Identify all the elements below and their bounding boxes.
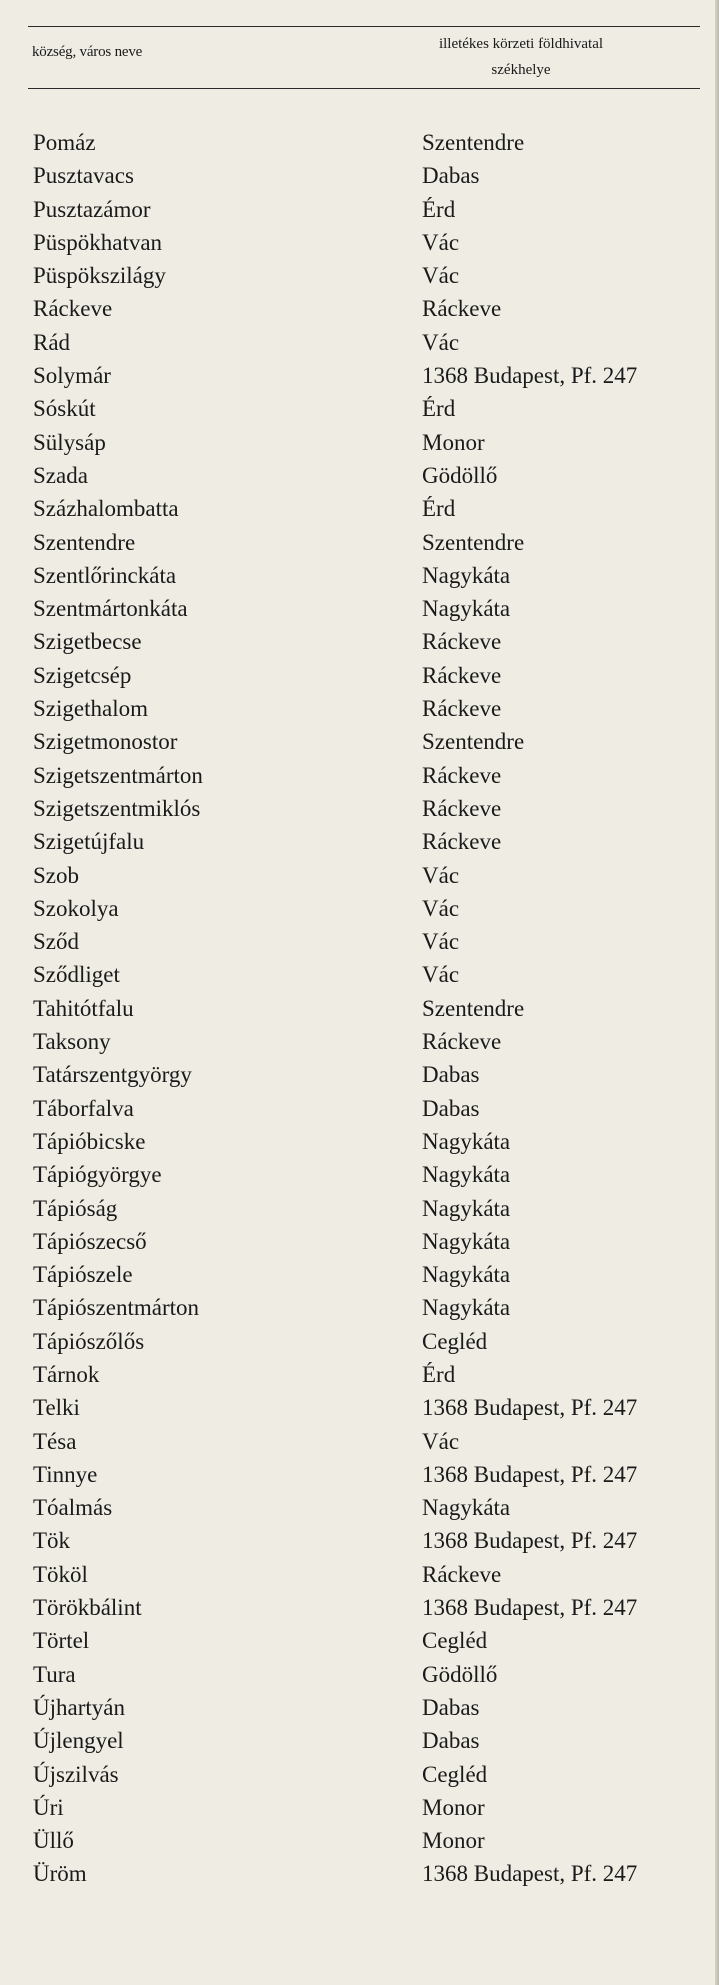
- table-row: [0, 1192, 719, 1225]
- table-row: [0, 292, 719, 325]
- town-name: Százhalombatta: [33, 496, 179, 522]
- town-name: Taksony: [33, 1029, 111, 1055]
- table-row: [0, 226, 719, 259]
- town-name: Szigetmonostor: [33, 729, 178, 755]
- town-name: Szob: [33, 862, 79, 888]
- table-row: [0, 1025, 719, 1058]
- table-row: [0, 892, 719, 925]
- land-office: Érd: [422, 496, 456, 522]
- land-office: Cegléd: [422, 1328, 488, 1354]
- table-row: [0, 925, 719, 958]
- land-office: Dabas: [422, 1062, 480, 1088]
- table-row: [0, 1425, 719, 1458]
- land-office: Szentendre: [422, 130, 525, 155]
- town-name: Tinnye: [33, 1461, 98, 1487]
- land-office: Ráckeve: [422, 296, 502, 322]
- town-name: Törökbálint: [33, 1595, 142, 1621]
- land-office: Szentendre: [422, 529, 525, 555]
- town-name: Solymár: [33, 363, 111, 389]
- table-row: [0, 1691, 719, 1724]
- table-row: [0, 1491, 719, 1524]
- land-office: Érd: [422, 396, 456, 422]
- town-name: Pusztavacs: [33, 163, 134, 189]
- table-row: [0, 1524, 719, 1557]
- town-name: Táborfalva: [33, 1095, 134, 1121]
- table-row: [0, 1458, 719, 1491]
- table-row: [0, 1758, 719, 1791]
- land-office: Nagykáta: [422, 1228, 511, 1254]
- town-name: Tápiószecső: [33, 1228, 147, 1254]
- table-row: [0, 1058, 719, 1091]
- table-body: [0, 126, 719, 1891]
- town-name: Tök: [33, 1528, 71, 1554]
- table-row: [0, 1391, 719, 1424]
- table-row: [0, 725, 719, 758]
- land-office: Gödöllő: [422, 1661, 498, 1687]
- land-office: Monor: [422, 429, 485, 455]
- table-row: [0, 692, 719, 725]
- town-name: Tárnok: [33, 1361, 100, 1387]
- table-row: [0, 426, 719, 459]
- land-office: Vác: [422, 862, 460, 888]
- town-name: Szada: [33, 462, 88, 488]
- town-name: Tahitótfalu: [33, 995, 134, 1021]
- town-name: Szigetbecse: [33, 629, 142, 655]
- table-row: [0, 1591, 719, 1624]
- town-name: Sóskút: [33, 396, 96, 422]
- header-top-rule: [28, 26, 700, 27]
- town-name: Telki: [33, 1395, 80, 1421]
- table-row: [0, 359, 719, 392]
- land-office: Gödöllő: [422, 462, 498, 488]
- table-row: [0, 958, 719, 991]
- land-office: Monor: [422, 1794, 485, 1820]
- land-office: Cegléd: [422, 1628, 488, 1654]
- town-name: Újlengyel: [33, 1728, 124, 1754]
- town-name: Üröm: [33, 1861, 87, 1887]
- column-header-office: [396, 31, 646, 83]
- land-office: Ráckeve: [422, 829, 502, 855]
- land-office: Nagykáta: [422, 1195, 511, 1221]
- town-name: Tóalmás: [33, 1495, 113, 1521]
- table-row: [0, 1791, 719, 1824]
- land-office: 1368 Budapest, Pf. 247: [422, 363, 638, 389]
- header-bottom-rule: [28, 88, 700, 89]
- table-row: [0, 326, 719, 359]
- town-name: Pusztazámor: [33, 196, 151, 222]
- column-header-office-line1: illetékes körzeti földhivatal: [438, 36, 604, 52]
- town-name: Tura: [33, 1661, 76, 1687]
- land-office: Vác: [422, 263, 460, 289]
- table-row: [0, 1291, 719, 1324]
- table-row: [0, 1624, 719, 1657]
- town-name: Törtel: [33, 1628, 90, 1654]
- land-office: Érd: [422, 1361, 456, 1387]
- page-edge: [715, 0, 719, 1985]
- table-row: [0, 592, 719, 625]
- town-name: Tököl: [33, 1561, 88, 1587]
- town-name: Püspökhatvan: [33, 229, 163, 255]
- table-row: [0, 1658, 719, 1691]
- column-header-town: község, város neve: [32, 44, 143, 60]
- table-row: [0, 159, 719, 192]
- land-office: Vác: [422, 929, 460, 955]
- town-name: Szentlőrinckáta: [33, 562, 177, 588]
- land-office: Ráckeve: [422, 662, 502, 688]
- table-row: [0, 825, 719, 858]
- land-office: Dabas: [422, 163, 480, 189]
- town-name: Ráckeve: [33, 296, 113, 322]
- table-row: [0, 559, 719, 592]
- table-row: [0, 1092, 719, 1125]
- town-name: Tápiószele: [33, 1262, 133, 1288]
- town-name: Szokolya: [33, 895, 119, 921]
- table-row: [0, 492, 719, 525]
- town-name: Tápiógyörgye: [33, 1162, 162, 1188]
- town-name: Újszilvás: [33, 1761, 119, 1787]
- town-name: Üllő: [33, 1828, 74, 1854]
- table-row: [0, 1258, 719, 1291]
- table-row: [0, 1558, 719, 1591]
- land-office: Szentendre: [422, 995, 525, 1021]
- land-office: Vác: [422, 962, 460, 988]
- land-office: Nagykáta: [422, 1128, 511, 1154]
- town-name: Úri: [33, 1794, 64, 1820]
- table-row: [0, 1158, 719, 1191]
- town-name: Szigetszentmárton: [33, 762, 203, 788]
- land-office: Ráckeve: [422, 795, 502, 821]
- town-name: Tápióbicske: [33, 1128, 146, 1154]
- table-row: [0, 992, 719, 1025]
- table-row: [0, 193, 719, 226]
- table-row: [0, 259, 719, 292]
- table-row: [0, 1824, 719, 1857]
- town-name: Sződliget: [33, 962, 120, 988]
- land-office: Ráckeve: [422, 762, 502, 788]
- land-office: 1368 Budapest, Pf. 247: [422, 1528, 638, 1554]
- land-office: Érd: [422, 196, 456, 222]
- land-office: Vác: [422, 895, 460, 921]
- land-office: 1368 Budapest, Pf. 247: [422, 1861, 638, 1887]
- table-row: [0, 1325, 719, 1358]
- land-office: Dabas: [422, 1728, 480, 1754]
- town-name: Sülysáp: [33, 429, 106, 455]
- town-name: Tatárszentgyörgy: [33, 1062, 192, 1088]
- land-office: Ráckeve: [422, 1029, 502, 1055]
- land-office: Ráckeve: [422, 696, 502, 722]
- land-office: Nagykáta: [422, 1162, 511, 1188]
- town-name: Tésa: [33, 1428, 77, 1454]
- land-office: 1368 Budapest, Pf. 247: [422, 1595, 638, 1621]
- table-row: [0, 459, 719, 492]
- town-name: Szigetszentmiklós: [33, 795, 201, 821]
- table-row: [0, 792, 719, 825]
- land-office: Nagykáta: [422, 562, 511, 588]
- table-row: [0, 859, 719, 892]
- land-office: Monor: [422, 1828, 485, 1854]
- town-name: Sződ: [33, 929, 79, 955]
- table-row: [0, 1125, 719, 1158]
- town-name: Szigethalom: [33, 696, 148, 722]
- land-office: Dabas: [422, 1694, 480, 1720]
- table-row: [0, 1724, 719, 1757]
- town-name: Tápiószőlős: [33, 1328, 145, 1354]
- table-row: [0, 1358, 719, 1391]
- table-row: [0, 625, 719, 658]
- land-office: Nagykáta: [422, 1495, 511, 1521]
- town-name: Szentendre: [33, 529, 136, 555]
- table-row: [0, 526, 719, 559]
- column-header-office-line2: székhelye: [491, 62, 551, 78]
- land-office: Szentendre: [422, 729, 525, 755]
- land-office: Vác: [422, 229, 460, 255]
- town-name: Szigetújfalu: [33, 829, 145, 855]
- table-row: [0, 759, 719, 792]
- table-row: [0, 1857, 719, 1890]
- land-office: Cegléd: [422, 1761, 488, 1787]
- land-office: Nagykáta: [422, 1295, 511, 1321]
- town-name: Szigetcsép: [33, 662, 132, 688]
- town-name: Újhartyán: [33, 1694, 125, 1720]
- land-office: Ráckeve: [422, 629, 502, 655]
- town-name: Szentmártonkáta: [33, 596, 188, 622]
- land-office: Dabas: [422, 1095, 480, 1121]
- town-name: Tápiószentmárton: [33, 1295, 200, 1321]
- land-office: 1368 Budapest, Pf. 247: [422, 1395, 638, 1421]
- town-name: Püspökszilágy: [33, 263, 166, 289]
- land-office: 1368 Budapest, Pf. 247: [422, 1461, 638, 1487]
- town-name: Rád: [33, 329, 71, 355]
- land-office: Vác: [422, 329, 460, 355]
- table-row: [0, 126, 719, 159]
- land-office: Vác: [422, 1428, 460, 1454]
- land-office: Nagykáta: [422, 596, 511, 622]
- table-row: [0, 1225, 719, 1258]
- town-name: Tápióság: [33, 1195, 118, 1221]
- land-office: Nagykáta: [422, 1262, 511, 1288]
- table-row: [0, 392, 719, 425]
- town-name: Pomáz: [33, 130, 96, 155]
- table-row: [0, 659, 719, 692]
- land-office: Ráckeve: [422, 1561, 502, 1587]
